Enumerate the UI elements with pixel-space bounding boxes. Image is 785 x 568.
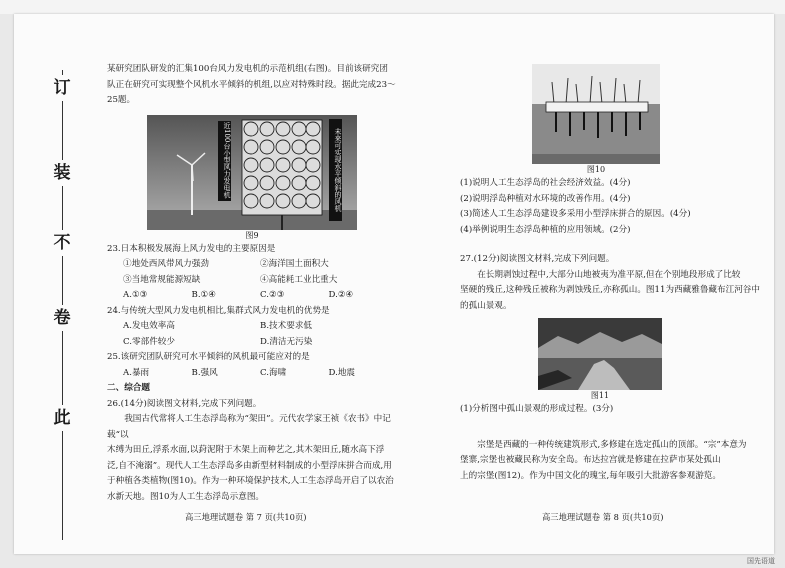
question-25-stem: 25.该研究团队研究可水平倾斜的风机最可能应对的是 xyxy=(107,352,310,362)
q27-subquestion: (1)分析图中孤山景观的形成过程。(3分) xyxy=(460,404,614,414)
question-27-head: 27.(12分)阅读图文材料,完成下列问题。 xyxy=(460,254,615,264)
q26-subquestion: (4)举例说明生态浮岛种植的应用领域。(2分) xyxy=(460,224,631,235)
binding-char: 装 xyxy=(48,160,76,186)
q24-choice: D.清洁无污染 xyxy=(260,336,313,347)
q26-material-line: 我国古代常将人工生态浮岛称为“架田”。元代农学家王祯《农书》中记载“以 xyxy=(107,414,391,440)
figure-10-floating-island xyxy=(532,64,660,164)
q23-choice: A.①③ xyxy=(123,290,148,300)
question-26-head: 26.(14分)阅读图文材料,完成下列问题。 xyxy=(107,398,262,409)
question-23-choices xyxy=(107,288,397,304)
q26-subquestion: (3)简述人工生态浮岛建设多采用小型浮床拼合的原因。(4分) xyxy=(460,209,691,219)
isolated-hill-photo xyxy=(538,318,662,390)
q23-item: ②海洋国土面积大 xyxy=(260,259,329,269)
figure-9-caption: 图9 xyxy=(245,230,259,240)
binding-char: 不 xyxy=(48,230,76,256)
q27-material-line: 在长期剥蚀过程中,大部分山地被夷为准平原,但在个别地段形成了比较 xyxy=(477,269,741,280)
figure-9-wind-turbines xyxy=(147,115,357,230)
q23-item: ①地处西风带风力强劲 xyxy=(123,259,209,269)
binding-char: 此 xyxy=(48,405,76,431)
intro-line: 队正在研究可实现整个风机水平倾斜的机组,以应对特殊时段。据此完成23～ xyxy=(107,79,396,90)
figure-label-left: 近100台小型风力发电机 xyxy=(218,121,231,201)
q27-material-line-2: 宗堡是西藏的一种传统建筑形式,多修建在选定孤山的顶部。“宗”本意为 xyxy=(477,439,747,450)
q23-choice: D.②④ xyxy=(328,290,354,300)
question-23-stem: 23.日本积极发展海上风力发电的主要原因是 xyxy=(107,243,276,254)
q25-choice: B.强风 xyxy=(191,367,218,378)
q26-material-line: 泛,自不淹溺”。现代人工生态浮岛多由新型材料制成的小型浮床拼合而成,用 xyxy=(107,460,392,471)
q23-choice: B.①④ xyxy=(191,290,216,300)
right-page-footer: 高三地理试题卷 第 8 页(共10页) xyxy=(542,512,664,522)
q23-choice: C.②③ xyxy=(260,290,285,300)
section-heading: 二、综合题 xyxy=(107,383,150,393)
q25-choice: D.地震 xyxy=(328,367,356,378)
left-page-footer: 高三地理试题卷 第 7 页(共10页) xyxy=(185,512,307,522)
q26-subquestion: (2)说明浮岛种植对水环境的改善作用。(4分) xyxy=(460,193,631,204)
wind-turbine-photo xyxy=(147,115,357,230)
q26-material-line: 水新天地。图10为人工生态浮岛示意图。 xyxy=(107,491,265,502)
q26-material-line: 木缚为田丘,浮系水面,以葑泥附于木架上而种艺之,其木架田丘,随水高下浮 xyxy=(107,445,385,455)
binding-char: 订 xyxy=(48,75,76,101)
q26-subquestion: (1)说明人工生态浮岛的社会经济效益。(4分) xyxy=(460,178,631,188)
q23-item: ④高能耗工业比重大 xyxy=(260,274,338,285)
figure-11-isolated-hill xyxy=(538,318,662,390)
question-23-items xyxy=(107,257,397,288)
q25-choice: A.暴雨 xyxy=(123,367,150,378)
q24-choice: B.技术要求低 xyxy=(260,321,313,331)
right-page-column xyxy=(460,64,765,484)
binding-char: 卷 xyxy=(48,305,76,331)
scanner-watermark: 国先语道 xyxy=(747,557,775,565)
q24-choice: A.发电效率高 xyxy=(123,321,175,331)
question-24-choices xyxy=(107,319,397,350)
q27-material-line-2: 上的宗堡(图12)。作为中国文化的瑰宝,每年吸引大批游客参观游览。 xyxy=(460,470,721,481)
intro-line: 25题。 xyxy=(107,95,136,105)
question-24-stem: 24.与传统大型风力发电机相比,集群式风力发电机的优势是 xyxy=(107,305,330,316)
q26-material-line: 于种植各类植物(图10)。作为一种环境保护技术,人工生态浮岛开启了以农治 xyxy=(107,476,394,486)
binding-margin xyxy=(38,70,70,540)
q27-material-line-2: 堡寨,宗堡也被藏民称为安全岛。布达拉宫就是修建在拉萨市某处孤山 xyxy=(460,455,721,465)
figure-label-right: 未来可实现水平倾斜的风机 xyxy=(329,119,342,221)
question-25-choices xyxy=(107,366,397,382)
left-page-column xyxy=(107,62,397,505)
q27-material-line: 的孤山景观。 xyxy=(460,300,512,311)
floating-island-photo xyxy=(532,64,660,164)
q24-choice: C.零部件较少 xyxy=(123,336,175,347)
q27-material-line: 坚硬的残丘,这种残丘被称为剥蚀残丘,亦称孤山。图11为西藏雅鲁藏布江河谷中 xyxy=(460,285,760,295)
q23-item: ③当地常规能源短缺 xyxy=(123,274,201,285)
intro-line: 某研究团队研发的汇集100台风力发电机的示范机组(右图)。目前该研究团 xyxy=(107,64,388,74)
top-scan-band xyxy=(0,0,785,14)
figure-10-caption: 图10 xyxy=(586,165,606,174)
q25-choice: C.海啸 xyxy=(260,367,287,378)
figure-11-caption: 图11 xyxy=(590,391,610,400)
